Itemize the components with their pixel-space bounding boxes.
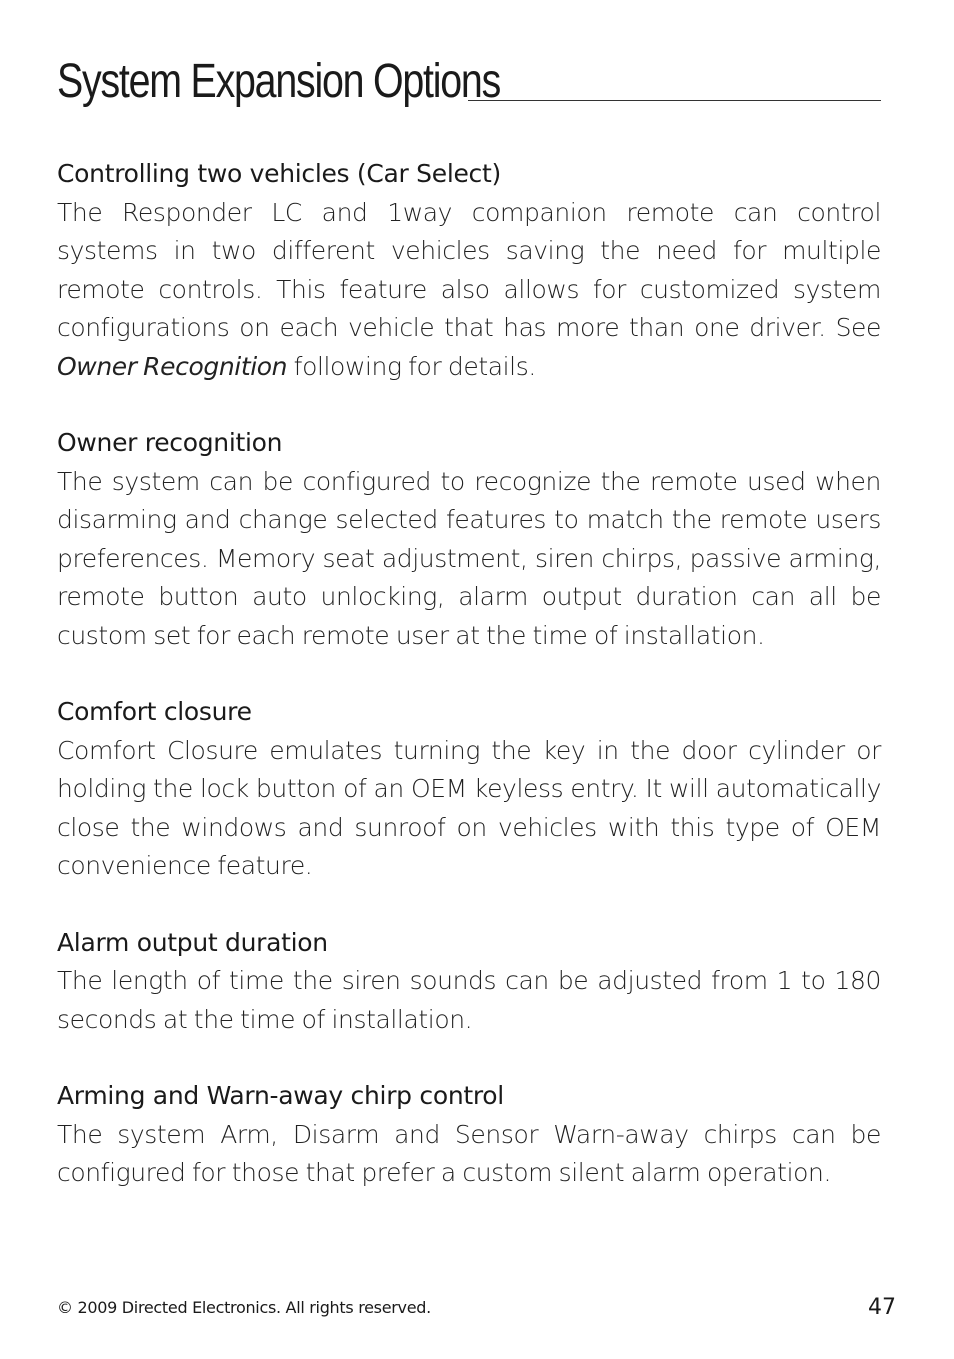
section-heading: Owner recognition — [57, 428, 283, 457]
copyright-footer: © 2009 Directed Electronics. All rights reserved. — [57, 1298, 431, 1317]
section-chirp-control — [57, 1077, 881, 1193]
section-heading: Controlling two vehicles (Car Select) — [57, 159, 501, 188]
page-title: System Expansion Options — [57, 55, 501, 108]
section-body: The system Arm, Disarm and Sensor Warn-away chirps can be configured for those that prefer a custom silent alarm operation. — [57, 1119, 881, 1187]
section-car-select — [57, 155, 881, 386]
section-owner-recognition — [57, 424, 881, 655]
section-heading: Arming and Warn-away chirp control — [57, 1081, 504, 1110]
body-text: The Responder LC and 1way companion remote can control systems in two different vehicles saving the need for multiple remote controls. This feature also allows for customized system configurations on each vehicle that has more than one driver. See — [57, 197, 881, 342]
main-content — [57, 155, 881, 1231]
section-comfort-closure — [57, 693, 881, 886]
owner-recognition-reference: Owner Recognition — [57, 351, 288, 381]
section-body: The length of time the siren sounds can be adjusted from 1 to 180 seconds at the time of installation. — [57, 966, 881, 1034]
page-number: 47 — [868, 1295, 896, 1320]
body-text: following for details. — [287, 351, 536, 381]
section-alarm-output-duration — [57, 924, 881, 1040]
section-heading: Comfort closure — [57, 697, 252, 726]
section-body — [57, 194, 881, 387]
section-heading: Alarm output duration — [57, 927, 328, 957]
section-body: Comfort Closure emulates turning the key in the door cylinder or holding the lock button of an OEM keyless entry. It will automatically close the windows and sunroof on vehicles with this type of OEM convenience feature. — [57, 735, 881, 880]
title-rule — [468, 100, 881, 101]
section-body: The system can be configured to recognize the remote used when disarming and change selected features to match the remote users preferences. Memory seat adjustment, siren chirps, passive arming, remote button auto unlocking, alarm output duration can all be custom set for each remote user at the time of installation. — [57, 466, 881, 650]
